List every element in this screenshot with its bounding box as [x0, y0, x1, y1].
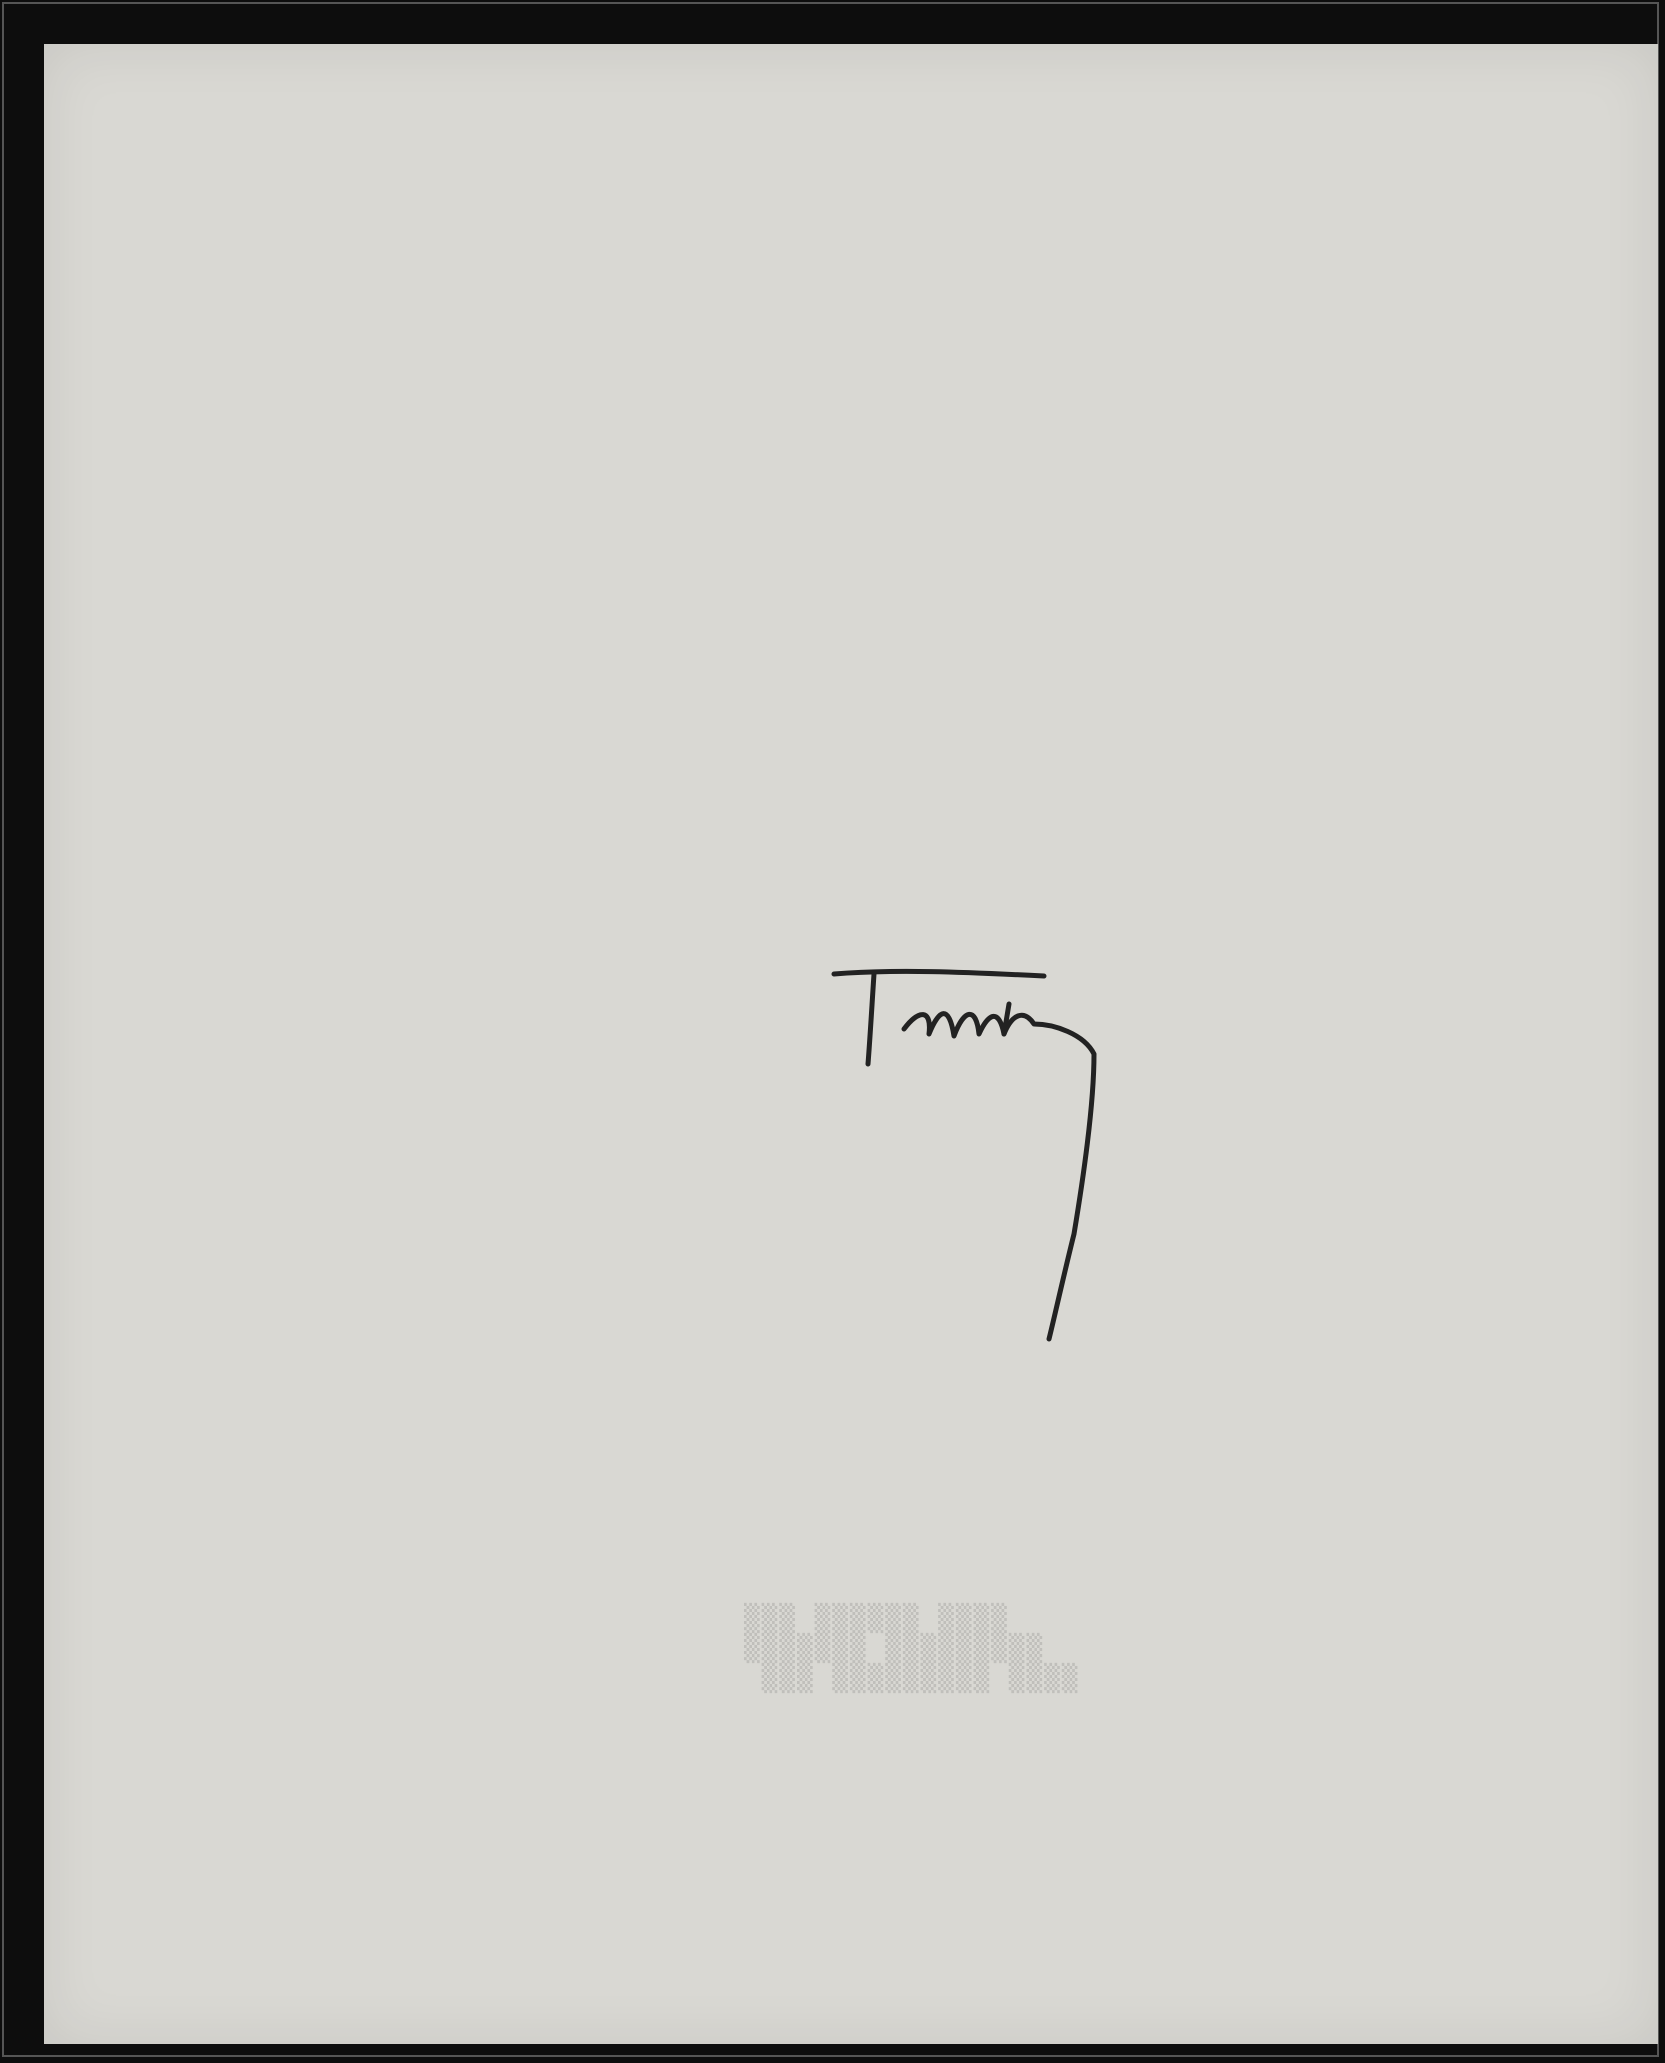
- ghost-bleed: ▒▒▒ ▒▒▒▒▒▒ ▒▒▒▒ ▒▒▒▒▒▒▒ ▒▒▒▒▒▒▒▒▒ ▒▒▒ ▒▒▒▒▒▒▒▒▒ ▒▒▒▒: [744, 1604, 1080, 1694]
- document-page: [44, 44, 1658, 2044]
- signature-overlay: [44, 44, 1658, 2044]
- clerk-signature: [834, 971, 1094, 1339]
